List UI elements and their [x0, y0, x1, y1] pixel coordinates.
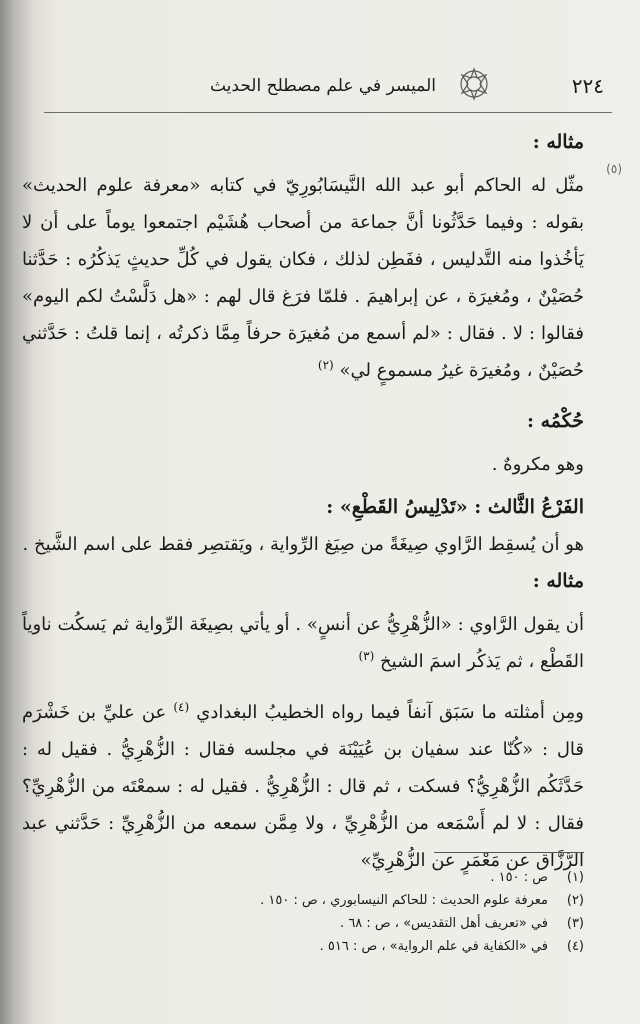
footnotes — [70, 866, 584, 958]
footnote-number: (٣) — [566, 916, 584, 931]
page-header — [44, 66, 612, 113]
example-heading-2: مثاله : — [532, 570, 584, 592]
footnote-item — [70, 866, 584, 889]
footnote-text: ص : ١٥٠ . — [490, 870, 548, 885]
main-text — [22, 124, 584, 879]
ruling-text: وهو مكروهٌ . — [491, 454, 584, 475]
footnote-number: (١) — [566, 870, 584, 885]
paragraph-zuhri-example — [22, 606, 584, 680]
definition-text: هو أن يُسقِط الرَّاوي صِيغَةً من صِيَغ الرِّواية ، ويَقتصِر فقط على اسم الشَّيخ . — [22, 534, 584, 555]
footnote-text: معرفة علوم الحديث : للحاكم النيسابوري ، ص : ١٥٠ . — [260, 893, 548, 908]
footnote-item — [70, 912, 584, 935]
footnote-ref: (٤) — [173, 700, 190, 714]
footnote-divider — [434, 852, 584, 853]
footnote-ref: (٢) — [317, 358, 334, 372]
page-number: ٢٢٤ — [571, 74, 604, 98]
footnote-number: (٢) — [566, 893, 584, 908]
example-heading: مثاله : — [532, 131, 584, 153]
paragraph-text: أن يقول الرَّاوي : «الزُّهْرِيُّ عن أنسٍ» . أو يأتي بصِيغَة الرِّواية ثم يَسكُت ناوياً القَطْع ، ثم يَذكُر اسمَ الشيخ — [22, 614, 584, 672]
paragraph-hakim-example — [22, 167, 584, 389]
ornament-icon — [456, 66, 492, 102]
footnote-item — [70, 935, 584, 958]
footnote-number: (٤) — [566, 939, 584, 954]
footnote-ref: (٣) — [358, 649, 375, 663]
footnote-text: في «الكفاية في علم الرواية» ، ص : ٥١٦ . — [319, 939, 548, 954]
section-heading-tadlis-qat: الفَرْعُ الثَّالث : «تَدْلِيسُ القَطْعِ» : — [326, 496, 584, 518]
footnote-text: في «تعريف أهل التقديس» ، ص : ٦٨ . — [340, 916, 548, 931]
ruling-heading: حُكْمُه : — [526, 410, 584, 432]
paragraph-text: مثّل له الحاكم أبو عبد الله النَّيسَابُورِيّ في كتابه «معرفة علوم الحديث» بقوله : وفيما حَدَّثُونا أنَّ جماعة من أصحاب هُشَيْم اجتمعوا يوماً على أن لا يَأخُذوا منه التَّدليس ، ففَطِن لذلك ، فكان يقول في كُلِّ حديثٍ يَذكُرُه : حَدَّثنا حُصَيْنٌ ، ومُغيرَة ، عن إبراهيمَ . فلمّا فرَغ قال لهم : «هل دَلَّسْتُ لكم اليوم» فقالوا : لا . فقال : «لم أسمع من مُغيرَة حرفاً مِمَّا ذكرتُه ، إنما قلتُ : حَدَّثني حُصَيْنٌ ، ومُغيرَة غيرُ مسموعٍ لي» — [22, 175, 584, 381]
margin-mark: (٥) — [606, 162, 622, 176]
running-title: الميسر في علم مصطلح الحديث — [209, 76, 436, 96]
paragraph-text: ومِن أمثلته ما سَبَق آنفاً فيما رواه الخطيبُ البغدادي — [196, 702, 584, 723]
paragraph-text: عن عليِّ بن خَشْرَم قال : «كُنّا عند سفيان بن عُيَيْنَة في مجلسه فقال : الزُّهْرِيُّ . فقيل له : حَدَّثَكُم الزُّهْرِيُّ؟ فسكت ، ثم قال : الزُّهْرِيُّ . فقيل له : سمعْتَه من الزُّهْرِيِّ؟ فقال : لا لم أَسْمَعه من الزُّهْرِيِّ ، ولا مِمَّن سمعه من الزُّهْرِيِّ : حَدَّثني عبد الرَّزَّاق عن مَعْمَرٍ عن الزُّهْرِيِّ» — [22, 702, 585, 871]
footnote-item — [70, 889, 584, 912]
